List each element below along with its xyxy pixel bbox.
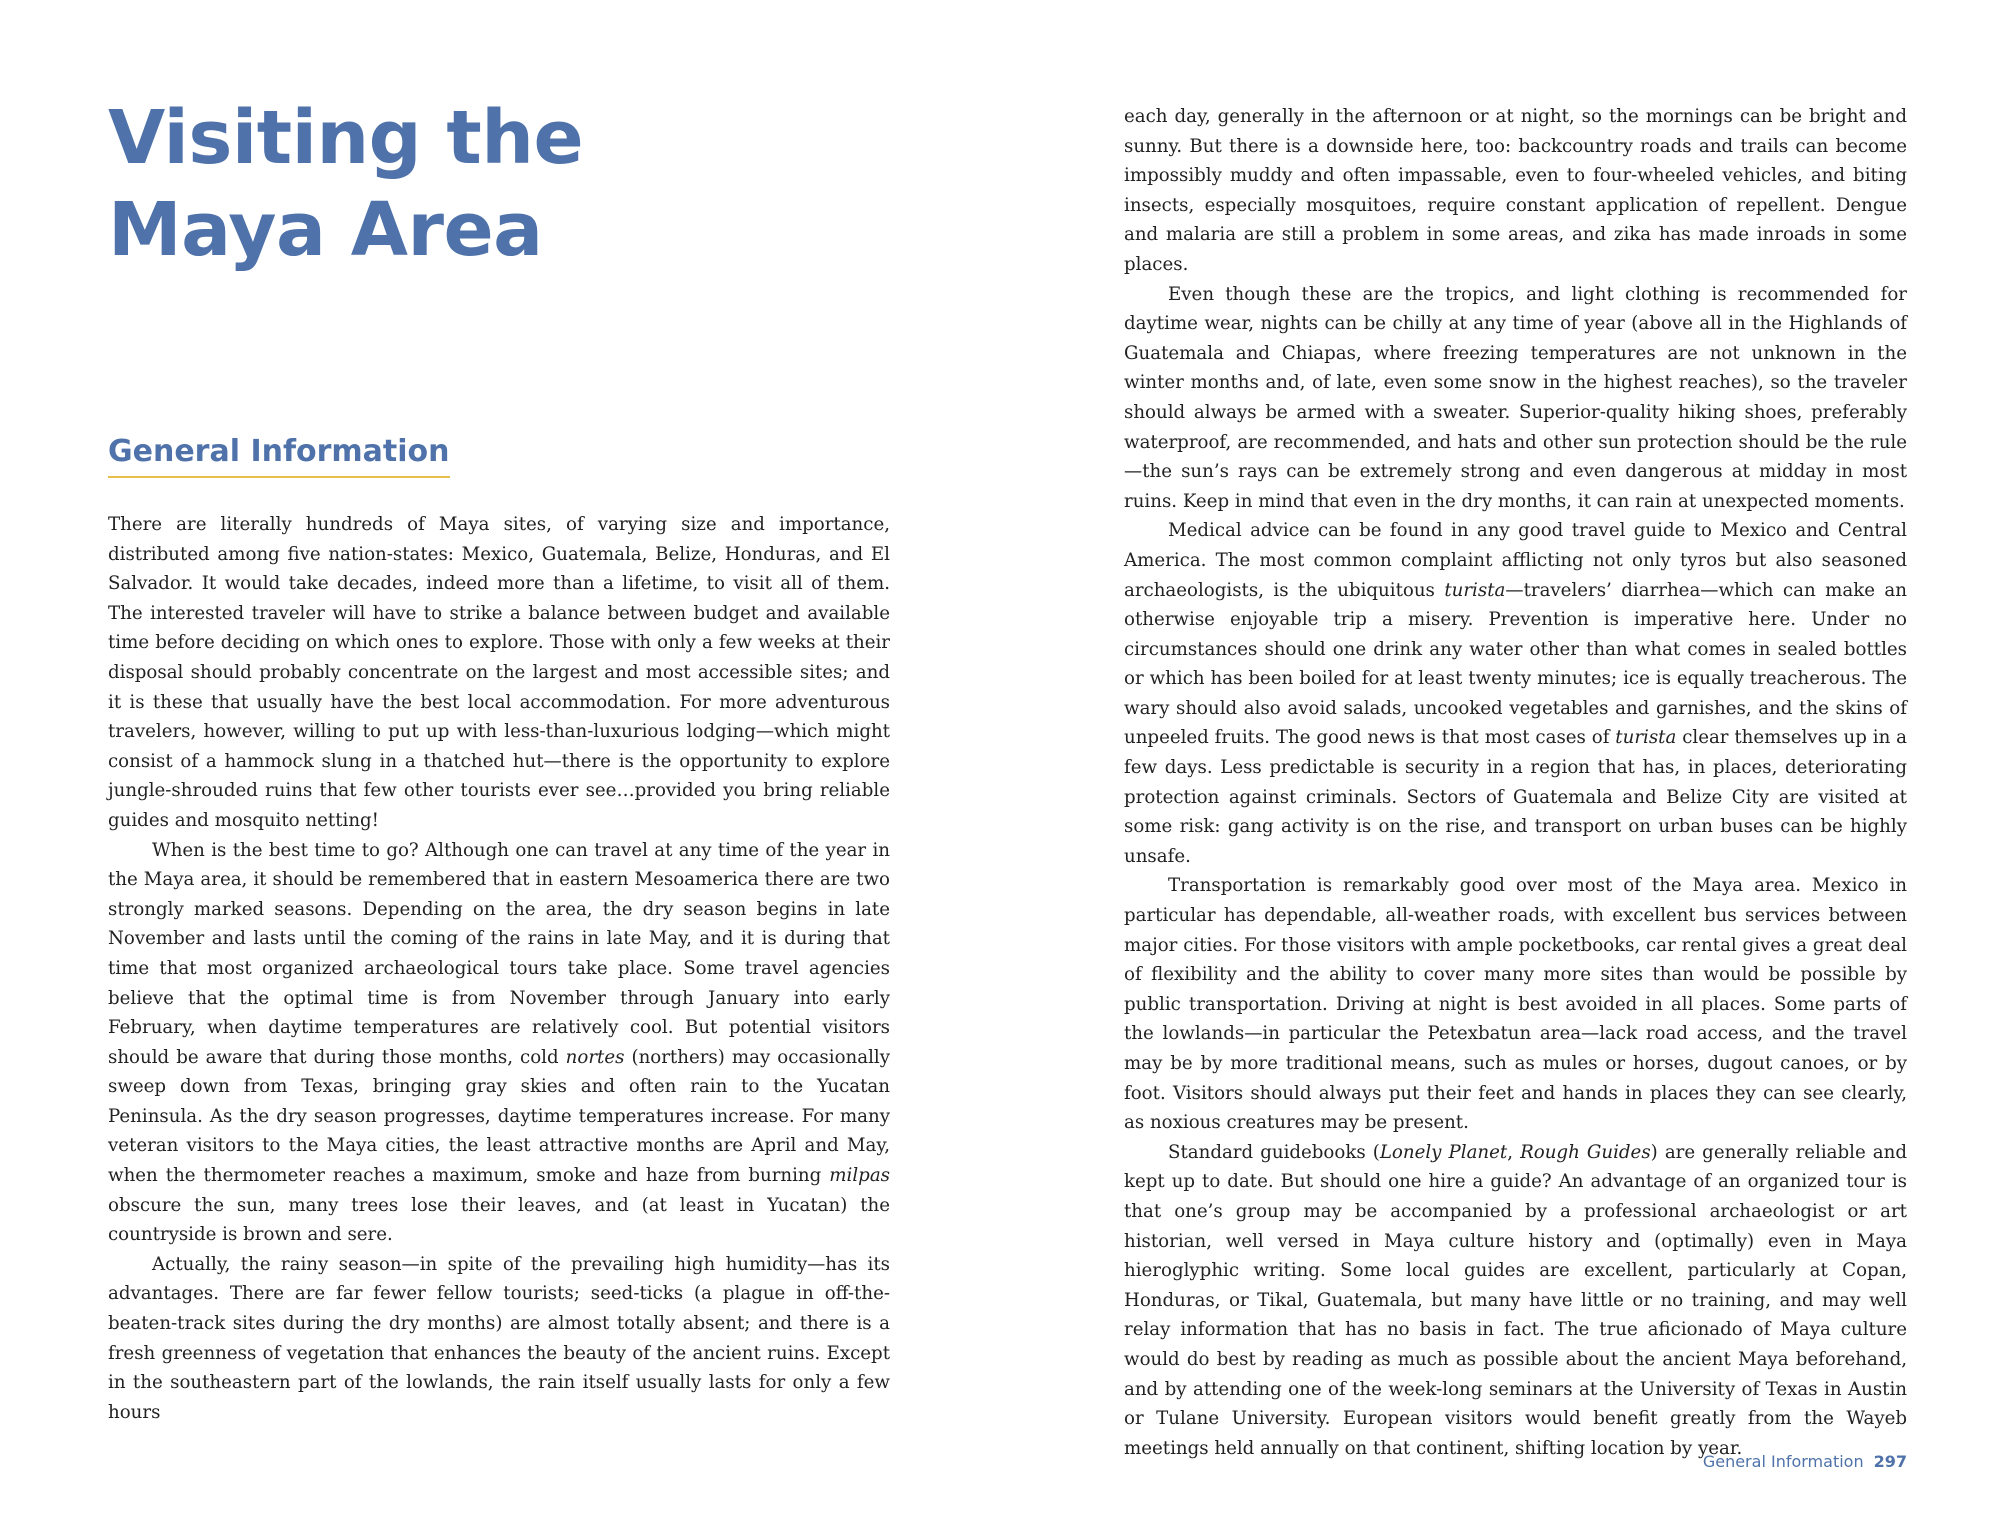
page-footer	[1703, 1452, 1907, 1471]
paragraph-text: ) are generally reliable and kept up to date. But should one hire a guide? An advantage of an organized tour is that one’s group may be accompanied by a professional archaeologist or art historian, well versed in Maya culture history and (optimally) even in Maya hieroglyphic writing. Some local guides are excellent, particularly at Copan, Honduras, or Tikal, Guatemala, but many have little or no training, and may well relay information that has no basis in fact. The true aficionado of Maya culture would do best by reading as much as possible about the ancient Maya beforehand, and by attending one of the week-long seminars at the University of Texas in Austin or Tulane University. European visitors would benefit greatly from the Wayeb meetings held annually on that continent, shifting location by year.	[1124, 1141, 1908, 1459]
paragraph-text: ,	[1507, 1141, 1521, 1163]
paragraph: Transportation is remarkably good over most of the Maya area. Mexico in particular has dependable, all-weather roads, with excellent bus services between major cities. For those visitors with ample pocketbooks, car rental gives a great deal of flexibility and the ability to cover many more sites than would be possible by public transportation. Driving at night is best avoided in all places. Some parts of the lowlands—in particular the Petexbatun area—lack road access, and the travel may be by more traditional means, such as mules or horses, dugout canoes, or by foot. Visitors should always put their feet and hands in places they can see clearly, as noxious creatures may be present.	[1124, 875, 1907, 1134]
italic-term: nortes	[565, 1046, 625, 1068]
italic-term: milpas	[829, 1165, 890, 1187]
page-number: 297	[1873, 1452, 1907, 1471]
paragraph	[1124, 1138, 1907, 1464]
italic-term: turista	[1615, 727, 1677, 749]
paragraph-text: When is the best time to go? Although one can travel at any time of the year in the Maya area, it should be remembered that in eastern Mesoamerica there are two strongly marked seasons. Depending on the area, the dry season begins in late November and lasts until the coming of the rains in late May, and it is during that time that most organized archaeological tours take place. Some travel agencies believe that the optimal time is from November through January into early February, when daytime temperatures are relatively cool. But potential visitors should be aware that during those months, cold	[108, 839, 890, 1068]
section-heading: General Information	[108, 432, 450, 478]
paragraph: each day, generally in the afternoon or at night, so the mornings can be bright and sunny. But there is a downside here, too: backcountry roads and trails can become impossibly muddy and often impassable, even to four-wheeled vehicles, and biting insects, especially mosquitoes, require constant application of repellent. Dengue and malaria are still a problem in some areas, and zika has made inroads in some places.	[1124, 106, 1907, 275]
running-head: General Information	[1702, 1452, 1864, 1471]
italic-term: turista	[1444, 579, 1506, 601]
right-page	[1124, 102, 1907, 1463]
italic-term: Rough Guides	[1520, 1141, 1651, 1163]
chapter-title: Visiting the Maya Area	[108, 95, 584, 273]
right-body-text	[1124, 102, 1907, 1463]
paragraph-text: Standard guidebooks (	[1168, 1141, 1380, 1163]
paragraph: Actually, the rainy season—in spite of the prevailing high humidity—has its advantages. There are far fewer fellow tourists; seed-ticks (a plague in off-the-beaten-track sites during the dry months) are almost totally absent; and there is a fresh greenness of vegetation that enhances the beauty of the ancient ruins. Except in the southeastern part of the lowlands, the rain itself usually lasts for only a few hours	[108, 1253, 890, 1423]
left-body-text	[108, 510, 890, 1427]
paragraph-text: Medical advice can be found in any good travel guide to Mexico and Central America. The most common complaint afflicting not only tyros but also seasoned archaeologists, is the ubiquitous	[1124, 520, 1907, 601]
italic-term: Lonely Planet	[1379, 1141, 1508, 1163]
paragraph	[108, 836, 890, 1250]
paragraph-text: obscure the sun, many trees lose their leaves, and (at least in Yucatan) the countryside is brown and sere.	[108, 1194, 890, 1246]
paragraph-text: —travelers’ diarrhea—which can make an otherwise enjoyable trip a misery. Prevention is imperative here. Under no circumstances should one drink any water other than what comes in sealed bottles or which has been boiled for at least twenty minutes; ice is equally treacherous. The wary should also avoid salads, uncooked vegetables and garnishes, and the skins of unpeeled fruits. The good news is that most cases of	[1124, 579, 1907, 749]
left-page	[108, 92, 890, 1423]
paragraph	[1124, 516, 1907, 871]
paragraph: Even though these are the tropics, and light clothing is recommended for daytime wear, nights can be chilly at any time of year (above all in the Highlands of Guatemala and Chiapas, where freezing temperatures are not unknown in the winter months and, of late, even some snow in the highest reaches), so the traveler should always be armed with a sweater. Superior-quality hiking shoes, preferably waterproof, are recommended, and hats and other sun protection should be the rule—the sun’s rays can be extremely strong and even dangerous at midday in most ruins. Keep in mind that even in the dry months, it can rain at unexpected moments.	[1124, 283, 1907, 512]
paragraph: There are literally hundreds of Maya sites, of varying size and importance, distributed among five nation-states: Mexico, Guatemala, Belize, Honduras, and El Salvador. It would take decades, indeed more than a lifetime, to visit all of them. The interested traveler will have to strike a balance between budget and available time before deciding on which ones to explore. Those with only a few weeks at their disposal should probably concentrate on the largest and most accessible sites; and it is these that usually have the best local accommodation. For more adventurous travelers, however, willing to put up with less-than-luxurious lodging—which might consist of a hammock slung in a thatched hut—there is the opportunity to explore jungle-shrouded ruins that few other tourists ever see…provided you bring reliable guides and mosquito netting!	[108, 514, 890, 831]
paragraph-text: (northers) may occasionally sweep down from Texas, bringing gray skies and often rain to the Yucatan Peninsula. As the dry season progresses, daytime temperatures increase. For many veteran visitors to the Maya cities, the least attractive months are April and May, when the thermometer reaches a maximum, smoke and haze from burning	[108, 1046, 890, 1187]
paragraph-text: clear themselves up in a few days. Less predictable is security in a region that has, in places, deteriorating protection against criminals. Sectors of Guatemala and Belize City are visited at some risk: gang activity is on the rise, and transport on urban buses can be highly unsafe.	[1124, 727, 1907, 867]
